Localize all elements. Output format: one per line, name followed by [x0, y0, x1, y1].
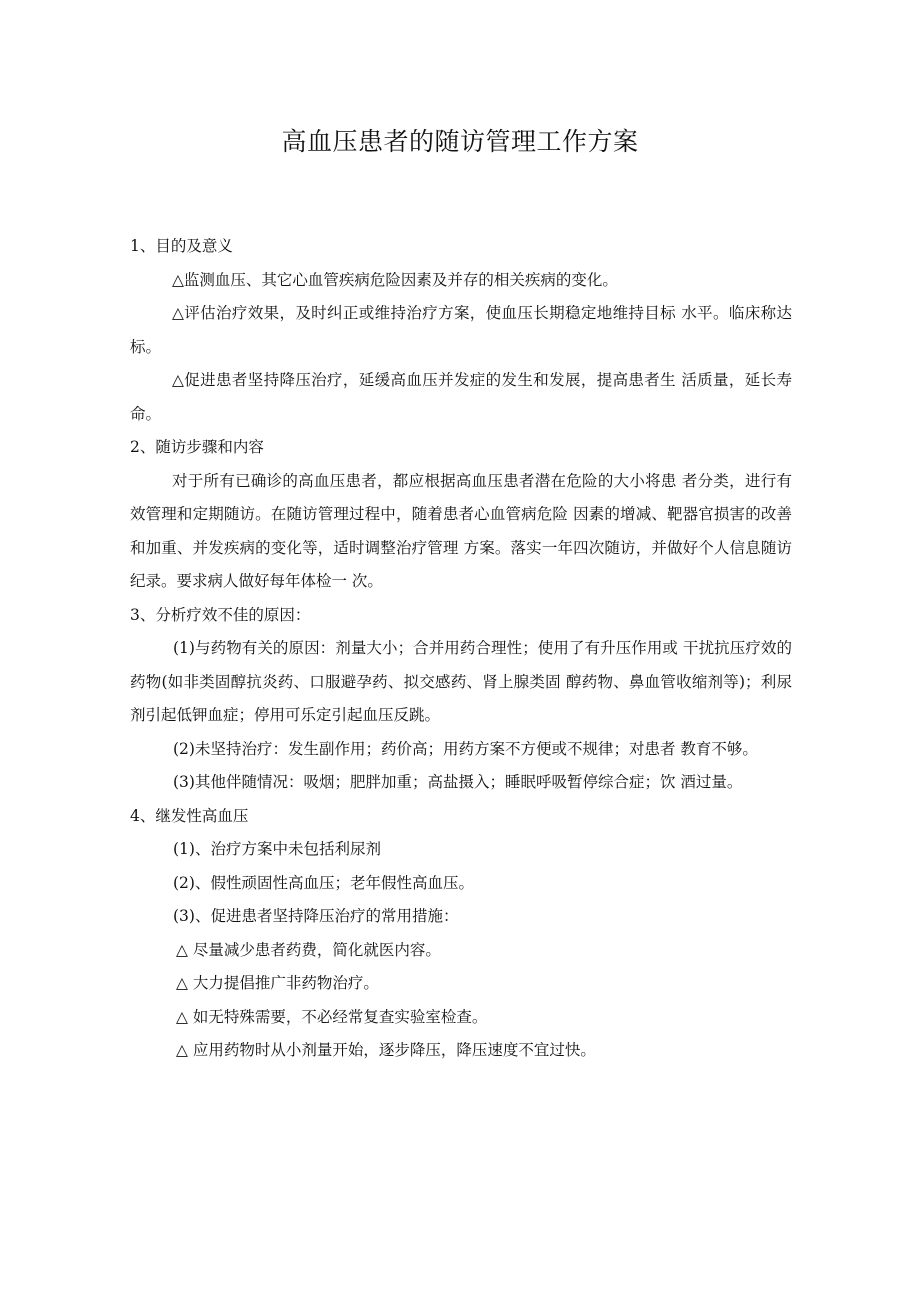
paragraph: (2)、假性顽固性高血压；老年假性高血压。 [173, 873, 474, 892]
paragraph: △促进患者坚持降压治疗，延缓高血压并发症的发生和发展，提高患者生 活质量，延长寿命。 [130, 371, 792, 423]
paragraph: (1)、治疗方案中未包括利尿剂 [173, 840, 381, 858]
bullet-item: △ 大力提倡推广非药物治疗。 [176, 974, 379, 992]
section-heading-1: 1、目的及意义 [130, 237, 233, 255]
paragraph: (2)未坚持治疗：发生副作用；药价高；用药方案不方便或不规律；对患者 教育不够。 [173, 739, 758, 758]
document-body [130, 230, 792, 1068]
paragraph: △评估治疗效果，及时纠正或维持治疗方案，使血压长期稳定地维持目标 水平。临床称达标。 [130, 304, 792, 356]
paragraph: (3)、促进患者坚持降压治疗的常用措施： [173, 907, 459, 925]
section-heading-3: 3、分析疗效不佳的原因： [130, 605, 311, 624]
bullet-item: △ 应用药物时从小剂量开始，逐步降压，降压速度不宜过快。 [176, 1041, 596, 1059]
bullet-item: △ 如无特殊需要，不必经常复查实验室检查。 [176, 1007, 488, 1026]
paragraph: △监测血压、其它心血管疾病危险因素及并存的相关疾病的变化。 [172, 270, 618, 289]
section-heading-2: 2、随访步骤和内容 [130, 438, 264, 456]
paragraph: (3)其他伴随情况：吸烟；肥胖加重；高盐摄入；睡眠呼吸暂停综合症；饮 酒过量。 [173, 773, 743, 791]
bullet-item: △ 尽量减少患者药费，简化就医内容。 [176, 940, 441, 959]
page-title: 高血压患者的随访管理工作方案 [281, 127, 639, 156]
section-heading-4: 4、继发性高血压 [130, 806, 249, 825]
paragraph: 对于所有已确诊的高血压患者，都应根据高血压患者潜在危险的大小将患 者分类，进行有效管理和定期随访。在随访管理过程中，随着患者心血管病危险 因素的增减、靶器官损害的改善和加重、并发疾病的变化等，适时调整治疗管理 方案。落实一年四次随访，并做好个人信息随访纪录。要求病人做好每年体检一 次。 [130, 471, 792, 590]
paragraph: (1)与药物有关的原因：剂量大小；合并用药合理性；使用了有升压作用或 干扰抗压疗效的药物(如非类固醇抗炎药、口服避孕药、拟交感药、肾上腺类固 醇药物、鼻血管收缩剂等)；利尿剂引起低钾血症；停用可乐定引起血压反跳。 [130, 639, 792, 724]
